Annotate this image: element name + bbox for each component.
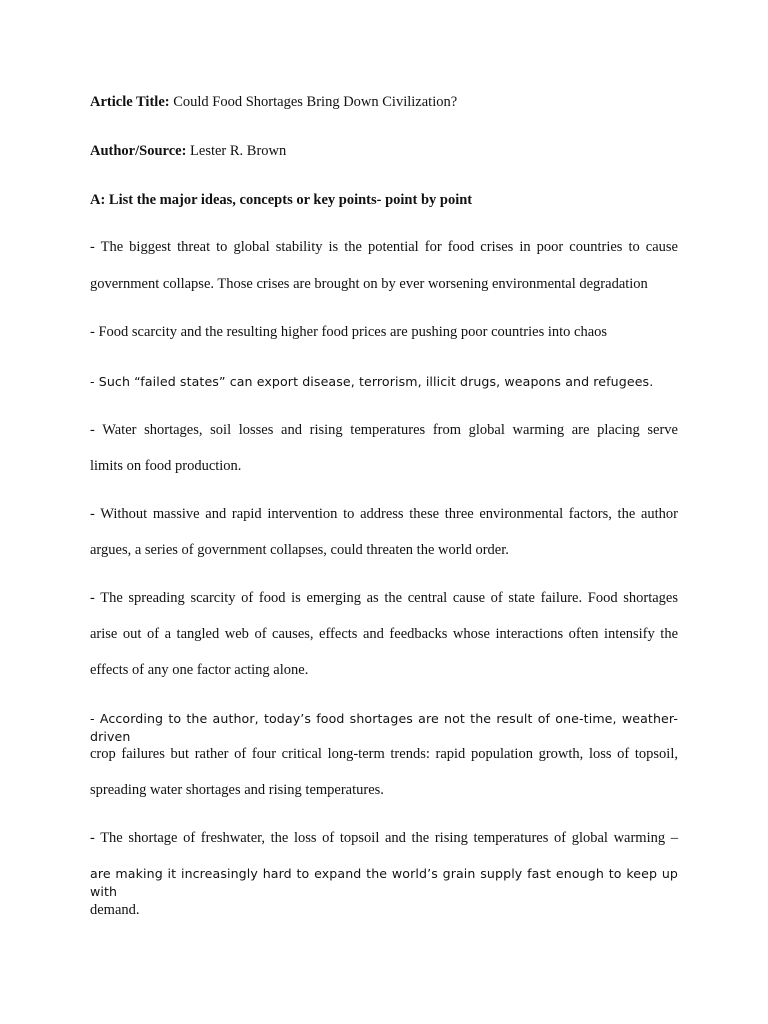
section-heading-text: A: List the major ideas, concepts or key points- point by point [90, 192, 473, 208]
point-8-line-1: - The shortage of freshwater, the loss of topsoil and the rising temperatures of global warming – [90, 830, 678, 846]
author-source-line [90, 142, 678, 160]
point-3-line-1: - Such “failed states” can export disease, terrorism, illicit drugs, weapons and refugees. [90, 374, 654, 389]
author-source-label: Author/Source: [90, 143, 187, 159]
point-8-line-3: demand. [90, 902, 140, 918]
article-title-label: Article Title: [90, 94, 170, 110]
point-5-line-1: - Without massive and rapid intervention to address these three environmental factors, the author [90, 506, 678, 522]
point-2-line-1: - Food scarcity and the resulting higher food prices are pushing poor countries into chaos [90, 324, 608, 340]
point-7-line-2: crop failures but rather of four critical long-term trends: rapid population growth, loss of topsoil, [90, 746, 678, 762]
article-title-line [90, 93, 678, 111]
point-6-line-1: - The spreading scarcity of food is emerging as the central cause of state failure. Food shortages [90, 590, 678, 606]
point-1-line-1: - The biggest threat to global stability is the potential for food crises in poor countries to cause [90, 239, 678, 255]
point-7-line-1: - According to the author, today’s food shortages are not the result of one-time, weather-driven [90, 711, 678, 744]
point-6-line-3: effects of any one factor acting alone. [90, 662, 309, 678]
point-4-line-1: - Water shortages, soil losses and rising temperatures from global warming are placing serve [90, 422, 678, 438]
point-1-line-2: government collapse. Those crises are brought on by ever worsening environmental degradation [90, 276, 648, 292]
author-source-value: Lester R. Brown [190, 143, 287, 159]
point-8-line-2: are making it increasingly hard to expand the world’s grain supply fast enough to keep up with [90, 866, 678, 899]
point-4-line-2: limits on food production. [90, 458, 242, 474]
article-title-value: Could Food Shortages Bring Down Civilization? [173, 94, 458, 110]
point-6-line-2: arise out of a tangled web of causes, effects and feedbacks whose interactions often intensify the [90, 626, 678, 642]
point-7-line-3: spreading water shortages and rising temperatures. [90, 782, 384, 798]
section-heading [90, 191, 678, 209]
point-5-line-2: argues, a series of government collapses, could threaten the world order. [90, 542, 509, 558]
